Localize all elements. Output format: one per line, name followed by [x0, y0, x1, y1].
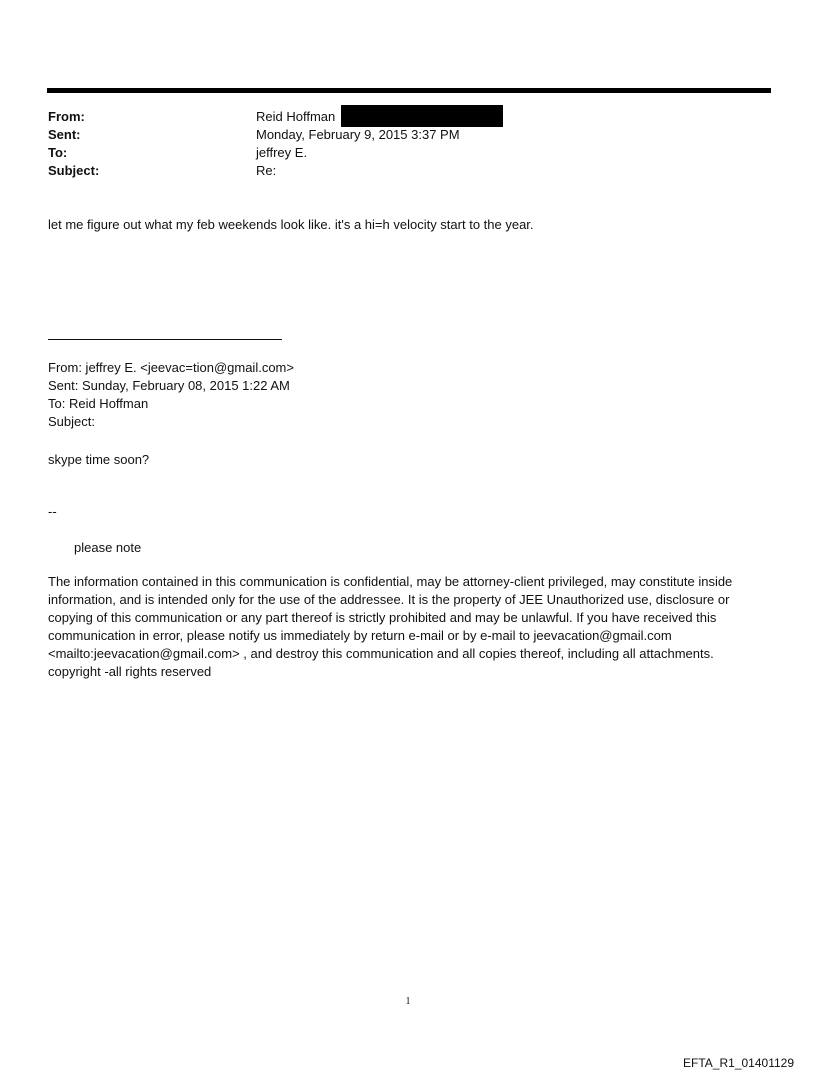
quoted-separator [48, 339, 282, 340]
from-value: Reid Hoffman [256, 109, 336, 124]
please-note: please note [74, 540, 142, 555]
quoted-subject: Subject: [48, 414, 95, 429]
email-header [48, 108, 748, 180]
to-value: jeffrey E. [256, 145, 308, 160]
sent-row [48, 126, 748, 144]
quoted-header [48, 359, 748, 431]
sent-value: Monday, February 9, 2015 3:37 PM [256, 127, 460, 142]
top-rule [47, 88, 771, 93]
redaction-box [341, 105, 503, 127]
document-id: EFTA_R1_01401129 [683, 1056, 794, 1070]
subject-row [48, 162, 748, 180]
quoted-to: To: Reid Hoffman [48, 396, 149, 411]
disclaimer-text: The information contained in this communication is confidential, may be attorney-client privileged, may constitute inside information, and is intended only for the use of the addressee. It is the property of JEE Unauthorized use, disclosure or copying of this communication or any part thereof is strictly prohibited and may be unlawful. If you have received this communication in error, please notify us immediately by return e-mail or by e-mail to jeevacation@gmail.com <mailto:jeevacation@gmail.com> , and destroy this communication and all copies thereof, including all attachments. copyright -all rights reserved [48, 574, 733, 679]
quoted-from: From: jeffrey E. <jeevac=tion@gmail.com> [48, 360, 294, 375]
subject-label: Subject: [48, 163, 100, 178]
signature-dash: -- [48, 504, 57, 519]
from-value-wrap [256, 108, 748, 126]
to-label: To: [48, 145, 68, 160]
quoted-body: skype time soon? [48, 452, 150, 467]
from-label: From: [48, 109, 85, 124]
subject-value: Re: [256, 163, 277, 178]
quoted-sent: Sent: Sunday, February 08, 2015 1:22 AM [48, 378, 290, 393]
to-row [48, 144, 748, 162]
page-number: 1 [405, 996, 411, 1007]
sent-label: Sent: [48, 127, 81, 142]
reply-body: let me figure out what my feb weekends look like. it's a hi=h velocity start to the year. [48, 217, 534, 232]
from-row [48, 108, 748, 126]
